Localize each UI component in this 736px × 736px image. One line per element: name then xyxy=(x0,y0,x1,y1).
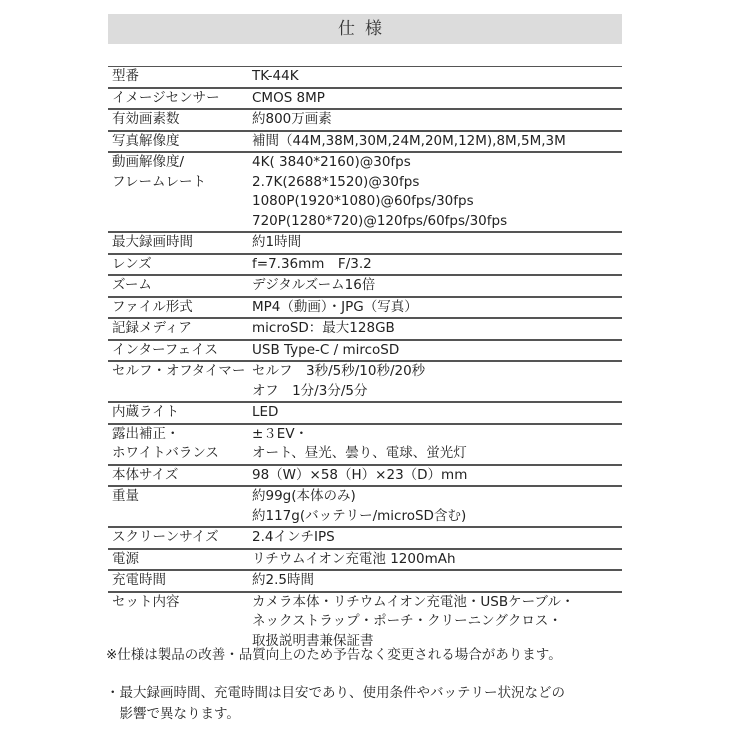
spec-value-line: microSD：最大128GB xyxy=(252,320,395,336)
spec-value-line: 720P(1280*720)@120fps/60fps/30fps xyxy=(252,212,508,229)
usage-note xyxy=(106,683,565,725)
spec-label-line: ホワイトバランス xyxy=(112,445,219,461)
spec-label-line: 内蔵ライト xyxy=(112,404,180,420)
spec-title: 仕様 xyxy=(338,19,392,39)
spec-label xyxy=(108,465,248,487)
spec-value-line: 98（W）×58（H）×23（D）mm xyxy=(252,466,468,483)
spec-value xyxy=(248,527,622,549)
spec-value-line: f=7.36mm F/3.2 xyxy=(252,255,372,272)
spec-row xyxy=(108,340,622,362)
spec-label xyxy=(108,152,248,232)
spec-label-line: 型番 xyxy=(112,68,139,84)
spec-label-line: 重量 xyxy=(112,488,139,504)
spec-label xyxy=(108,318,248,340)
spec-label-line: 露出補正・ xyxy=(112,425,180,442)
spec-value-line: 2.4インチIPS xyxy=(252,529,335,545)
usage-note-line: ・最大録画時間、充電時間は目安であり、使用条件やバッテリー状況などの xyxy=(106,685,565,701)
spec-row xyxy=(108,109,622,131)
spec-row xyxy=(108,254,622,276)
spec-value xyxy=(248,592,622,652)
spec-value-line: デジタルズーム16倍 xyxy=(252,277,376,293)
spec-row xyxy=(108,527,622,549)
spec-row xyxy=(108,232,622,254)
spec-label-line: 電源 xyxy=(112,550,139,567)
spec-value-line: リチウムイオン充電池 1200mAh xyxy=(252,550,456,567)
spec-table xyxy=(108,66,622,651)
spec-value-line: 約99g(本体のみ) xyxy=(252,488,356,504)
spec-value-line: 約117g(バッテリー/microSD含む) xyxy=(252,507,467,524)
spec-value-line: オフ 1分/3分/5分 xyxy=(252,382,368,399)
spec-label xyxy=(108,402,248,424)
spec-value-line: 2.7K(2688*1520)@30fps xyxy=(252,173,420,190)
spec-label-line: イメージセンサー xyxy=(112,89,220,106)
spec-label-line: 記録メディア xyxy=(112,320,192,336)
spec-value-line: MP4（動画）・JPG（写真） xyxy=(252,298,418,315)
spec-label xyxy=(108,254,248,276)
spec-label xyxy=(108,424,248,465)
spec-value-line: USB Type-C / mircoSD xyxy=(252,341,400,358)
spec-row xyxy=(108,570,622,592)
spec-label-line: フレームレート xyxy=(112,173,206,190)
spec-row xyxy=(108,402,622,424)
spec-value xyxy=(248,340,622,362)
spec-value xyxy=(248,297,622,319)
spec-value-line: 約800万画素 xyxy=(252,111,332,127)
spec-label-line: 有効画素数 xyxy=(112,111,180,127)
spec-value xyxy=(248,275,622,297)
spec-value xyxy=(248,549,622,571)
spec-label xyxy=(108,131,248,153)
spec-value-line: TK-44K xyxy=(252,68,299,84)
spec-value xyxy=(248,232,622,254)
spec-value-line: セルフ 3秒/5秒/10秒/20秒 xyxy=(252,363,426,379)
spec-value xyxy=(248,402,622,424)
spec-row xyxy=(108,361,622,402)
spec-label-line: セット内容 xyxy=(112,593,180,610)
spec-label xyxy=(108,297,248,319)
spec-label xyxy=(108,570,248,592)
spec-value xyxy=(248,109,622,131)
disclaimer-note: ※仕様は製品の改善・品質向上のため予告なく変更される場合があります。 xyxy=(106,647,562,663)
spec-label-line: セルフ・オフタイマー xyxy=(112,363,246,379)
spec-value xyxy=(248,486,622,527)
spec-value-line: 取扱説明書兼保証書 xyxy=(252,632,374,649)
spec-value-line: 約1時間 xyxy=(252,234,302,250)
spec-value-line: オート、昼光、曇り、電球、蛍光灯 xyxy=(252,445,467,461)
spec-row xyxy=(108,297,622,319)
spec-row xyxy=(108,275,622,297)
spec-value-line: 約2.5時間 xyxy=(252,572,314,588)
spec-label-line: 最大録画時間 xyxy=(112,234,193,250)
spec-value-line: CMOS 8MP xyxy=(252,89,325,106)
spec-value-line: 4K( 3840*2160)@30fps xyxy=(252,154,411,170)
spec-label-line: スクリーンサイズ xyxy=(112,529,219,545)
spec-value xyxy=(248,88,622,110)
spec-label xyxy=(108,88,248,110)
spec-header xyxy=(108,14,622,44)
spec-value xyxy=(248,570,622,592)
spec-value xyxy=(248,152,622,232)
spec-label xyxy=(108,340,248,362)
spec-label-line: インターフェイス xyxy=(112,341,218,358)
spec-row xyxy=(108,131,622,153)
spec-label xyxy=(108,361,248,402)
spec-row xyxy=(108,318,622,340)
spec-label-line: ズーム xyxy=(112,277,152,293)
spec-value-line: 補間（44M,38M,30M,24M,20M,12M),8M,5M,3M xyxy=(252,132,566,149)
spec-row xyxy=(108,424,622,465)
spec-row xyxy=(108,67,622,88)
usage-note-line: 影響で異なります。 xyxy=(106,706,240,722)
spec-label-line: 充電時間 xyxy=(112,572,166,588)
spec-label xyxy=(108,592,248,652)
spec-value xyxy=(248,131,622,153)
spec-value xyxy=(248,465,622,487)
spec-value-line: ±３EV・ xyxy=(252,425,309,442)
spec-row xyxy=(108,486,622,527)
spec-label xyxy=(108,486,248,527)
spec-label xyxy=(108,275,248,297)
spec-label-line: ファイル形式 xyxy=(112,298,193,315)
spec-label xyxy=(108,109,248,131)
spec-label xyxy=(108,67,248,88)
spec-row xyxy=(108,152,622,232)
spec-value xyxy=(248,424,622,465)
spec-label-line: 動画解像度/ xyxy=(112,154,185,170)
spec-value-line: LED xyxy=(252,404,279,420)
spec-value-line: 1080P(1920*1080)@60fps/30fps xyxy=(252,193,474,209)
spec-row xyxy=(108,88,622,110)
spec-label xyxy=(108,549,248,571)
spec-row xyxy=(108,465,622,487)
spec-value-line: ネックストラップ・ポーチ・クリーニングクロス・ xyxy=(252,613,562,629)
spec-value xyxy=(248,67,622,88)
spec-label xyxy=(108,232,248,254)
spec-label xyxy=(108,527,248,549)
spec-label-line: 写真解像度 xyxy=(112,132,180,149)
spec-row xyxy=(108,592,622,652)
spec-value xyxy=(248,254,622,276)
spec-label-line: 本体サイズ xyxy=(112,466,179,483)
spec-value xyxy=(248,361,622,402)
spec-row xyxy=(108,549,622,571)
spec-value xyxy=(248,318,622,340)
spec-value-line: カメラ本体・リチウムイオン充電池・USBケーブル・ xyxy=(252,593,575,610)
spec-label-line: レンズ xyxy=(112,255,152,272)
